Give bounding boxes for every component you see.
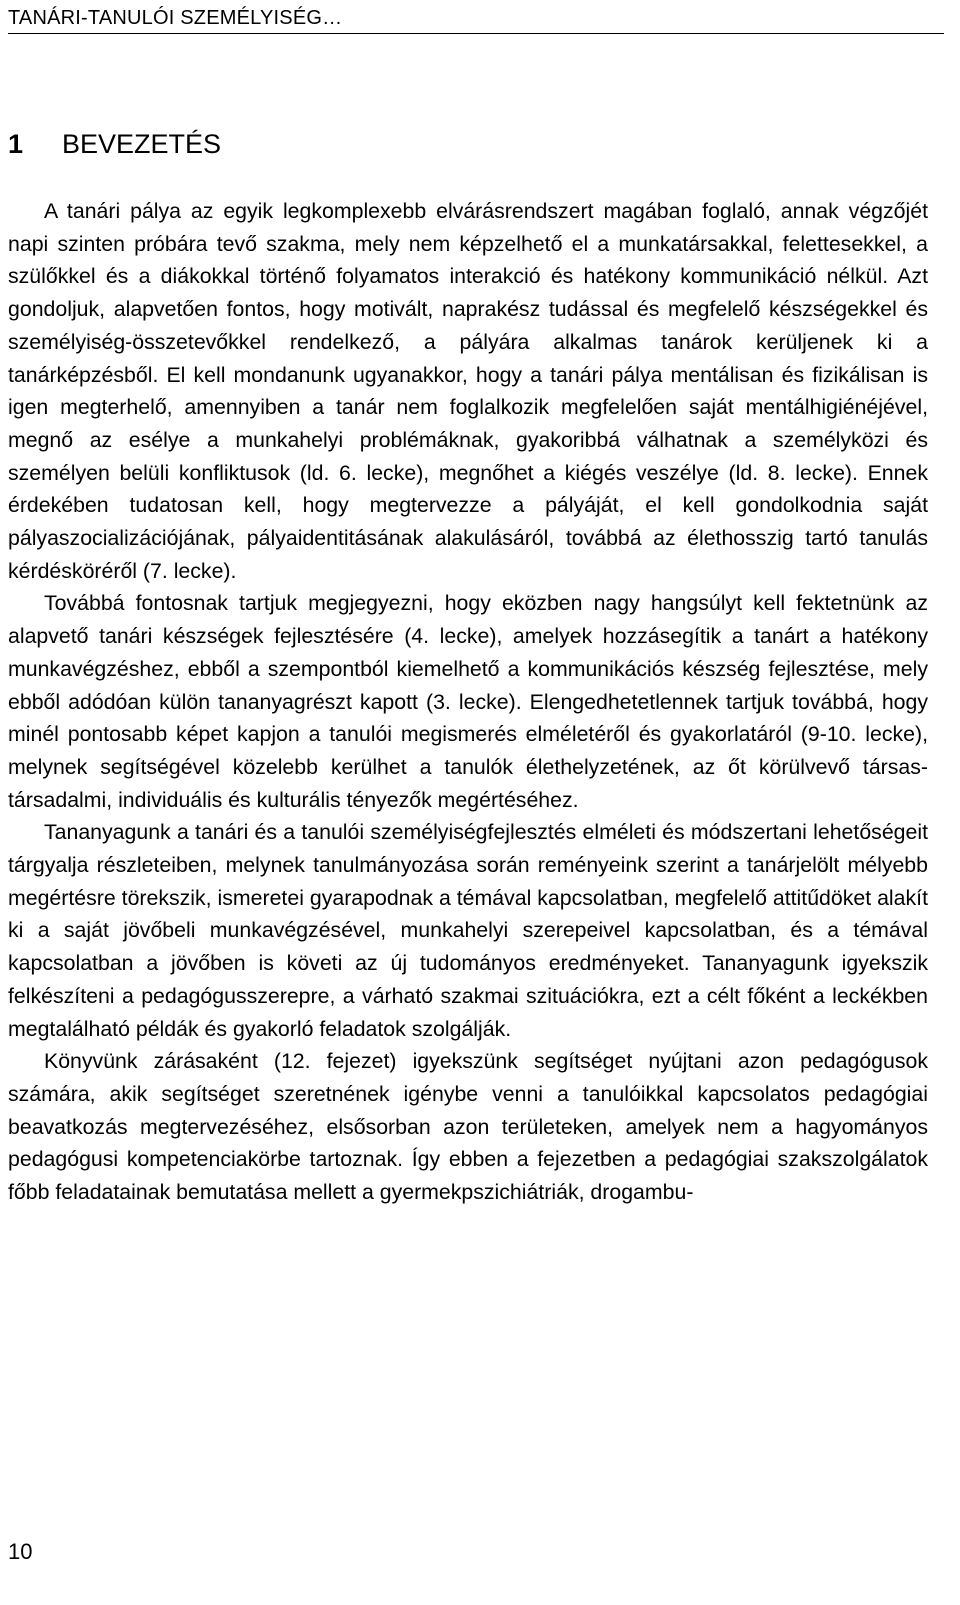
paragraph-3: Tananyagunk a tanári és a tanulói személyiségfejlesztés elméleti és módszertani lehetőségeit tárgyalja részleteiben, melynek tanulmányozása során reményeink szerint a tanárjelölt mélyebb megértésre törekszik, ismeretei gyarapodnak a témával kapcsolatban, megfelelő attitűdöket alakít ki a saját jövőbeli munkavégzésével, munkahelyi szerepeivel kapcsolatban, és a témával kapcsolatban a jövőben is követi az új tudományos eredményeket. Tananyagunk igyekszik felkészíteni a pedagógusszerepre, a várható szakmai szituációkra, ezt a célt főként a leckékben megtalálható példák és gyakorló feladatok szolgálják. xyxy=(8,820,928,1041)
header-rule xyxy=(8,33,944,34)
page-number: 10 xyxy=(8,1539,33,1564)
paragraph-1: A tanári pálya az egyik legkomplexebb elvárásrendszert magában foglaló, annak végzőjét napi szinten próbára tevő szakma, mely nem képzelhető el a munkatársakkal, felettesekkel, a szülőkkel és a diákokkal történő folyamatos interakció és hatékony kommunikáció nélkül. Azt gondoljuk, alapvetően fontos, hogy motivált, naprakész tudással és megfelelő készségekkel és személyiség-összetevőkkel rendelkező, a pályára alkalmas tanárok kerüljenek ki a tanárképzésből. El kell mondanunk ugyanakkor, hogy a tanári pálya mentálisan és fizikálisan is igen megterhelő, amennyiben a tanár nem foglalkozik megfelelően saját mentálhigiénéjével, megnő az esélye a munkahelyi problémáknak, gyakoribbá válhatnak a személyközi és személyen belüli konfliktusok (ld. 6. lecke), megnőhet a kiégés veszélye (ld. 8. lecke). Ennek érdekében tudatosan kell, hogy megtervezze a pályáját, el kell gondolkodnia saját pályaszocializációjának, pályaidentitásának alakulásáról, továbbá az élethosszig tartó tanulás kérdésköréről (7. lecke). xyxy=(8,199,928,583)
chapter-title: BEVEZETÉS xyxy=(62,129,222,159)
paragraph-4: Könyvünk zárásaként (12. fejezet) igyekszünk segítséget nyújtani azon pedagógusok számára, akik segítséget szeretnének igénybe venni a tanulóikkal kapcsolatos pedagógiai beavatkozás megtervezéséhez, elsősorban azon területeken, amelyek nem a hagyományos pedagógusi kompetenciakörbe tartoznak. Így ebben a fejezetben a pedagógiai szakszolgálatok főbb feladatainak bemutatása mellett a gyermekpszichiátriák, drogambu- xyxy=(8,1049,928,1205)
running-header: TANÁRI-TANULÓI SZEMÉLYISÉG… xyxy=(8,7,343,29)
chapter-heading xyxy=(8,124,221,164)
chapter-number: 1 xyxy=(8,129,24,159)
paragraph-2: Továbbá fontosnak tartjuk megjegyezni, hogy eközben nagy hangsúlyt kell fektetnünk az alapvető tanári készségek fejlesztésére (4. lecke), amelyek hozzásegítik a tanárt a hatékony munkavégzéshez, ebből a szempontból kiemelhető a kommunikációs készség fejlesztése, mely ebből adódóan külön tananyagrészt kapott (3. lecke). Elengedhetetlennek tartjuk továbbá, hogy minél pontosabb képet kapjon a tanulói megismerés elméletéről és gyakorlatáról (9-10. lecke), melynek segítségével közelebb kerülhet a tanulók élethelyzetének, az őt körülvevő társas-társadalmi, individuális és kulturális tényezők megértéséhez. xyxy=(8,591,928,812)
body-text xyxy=(8,195,928,1209)
